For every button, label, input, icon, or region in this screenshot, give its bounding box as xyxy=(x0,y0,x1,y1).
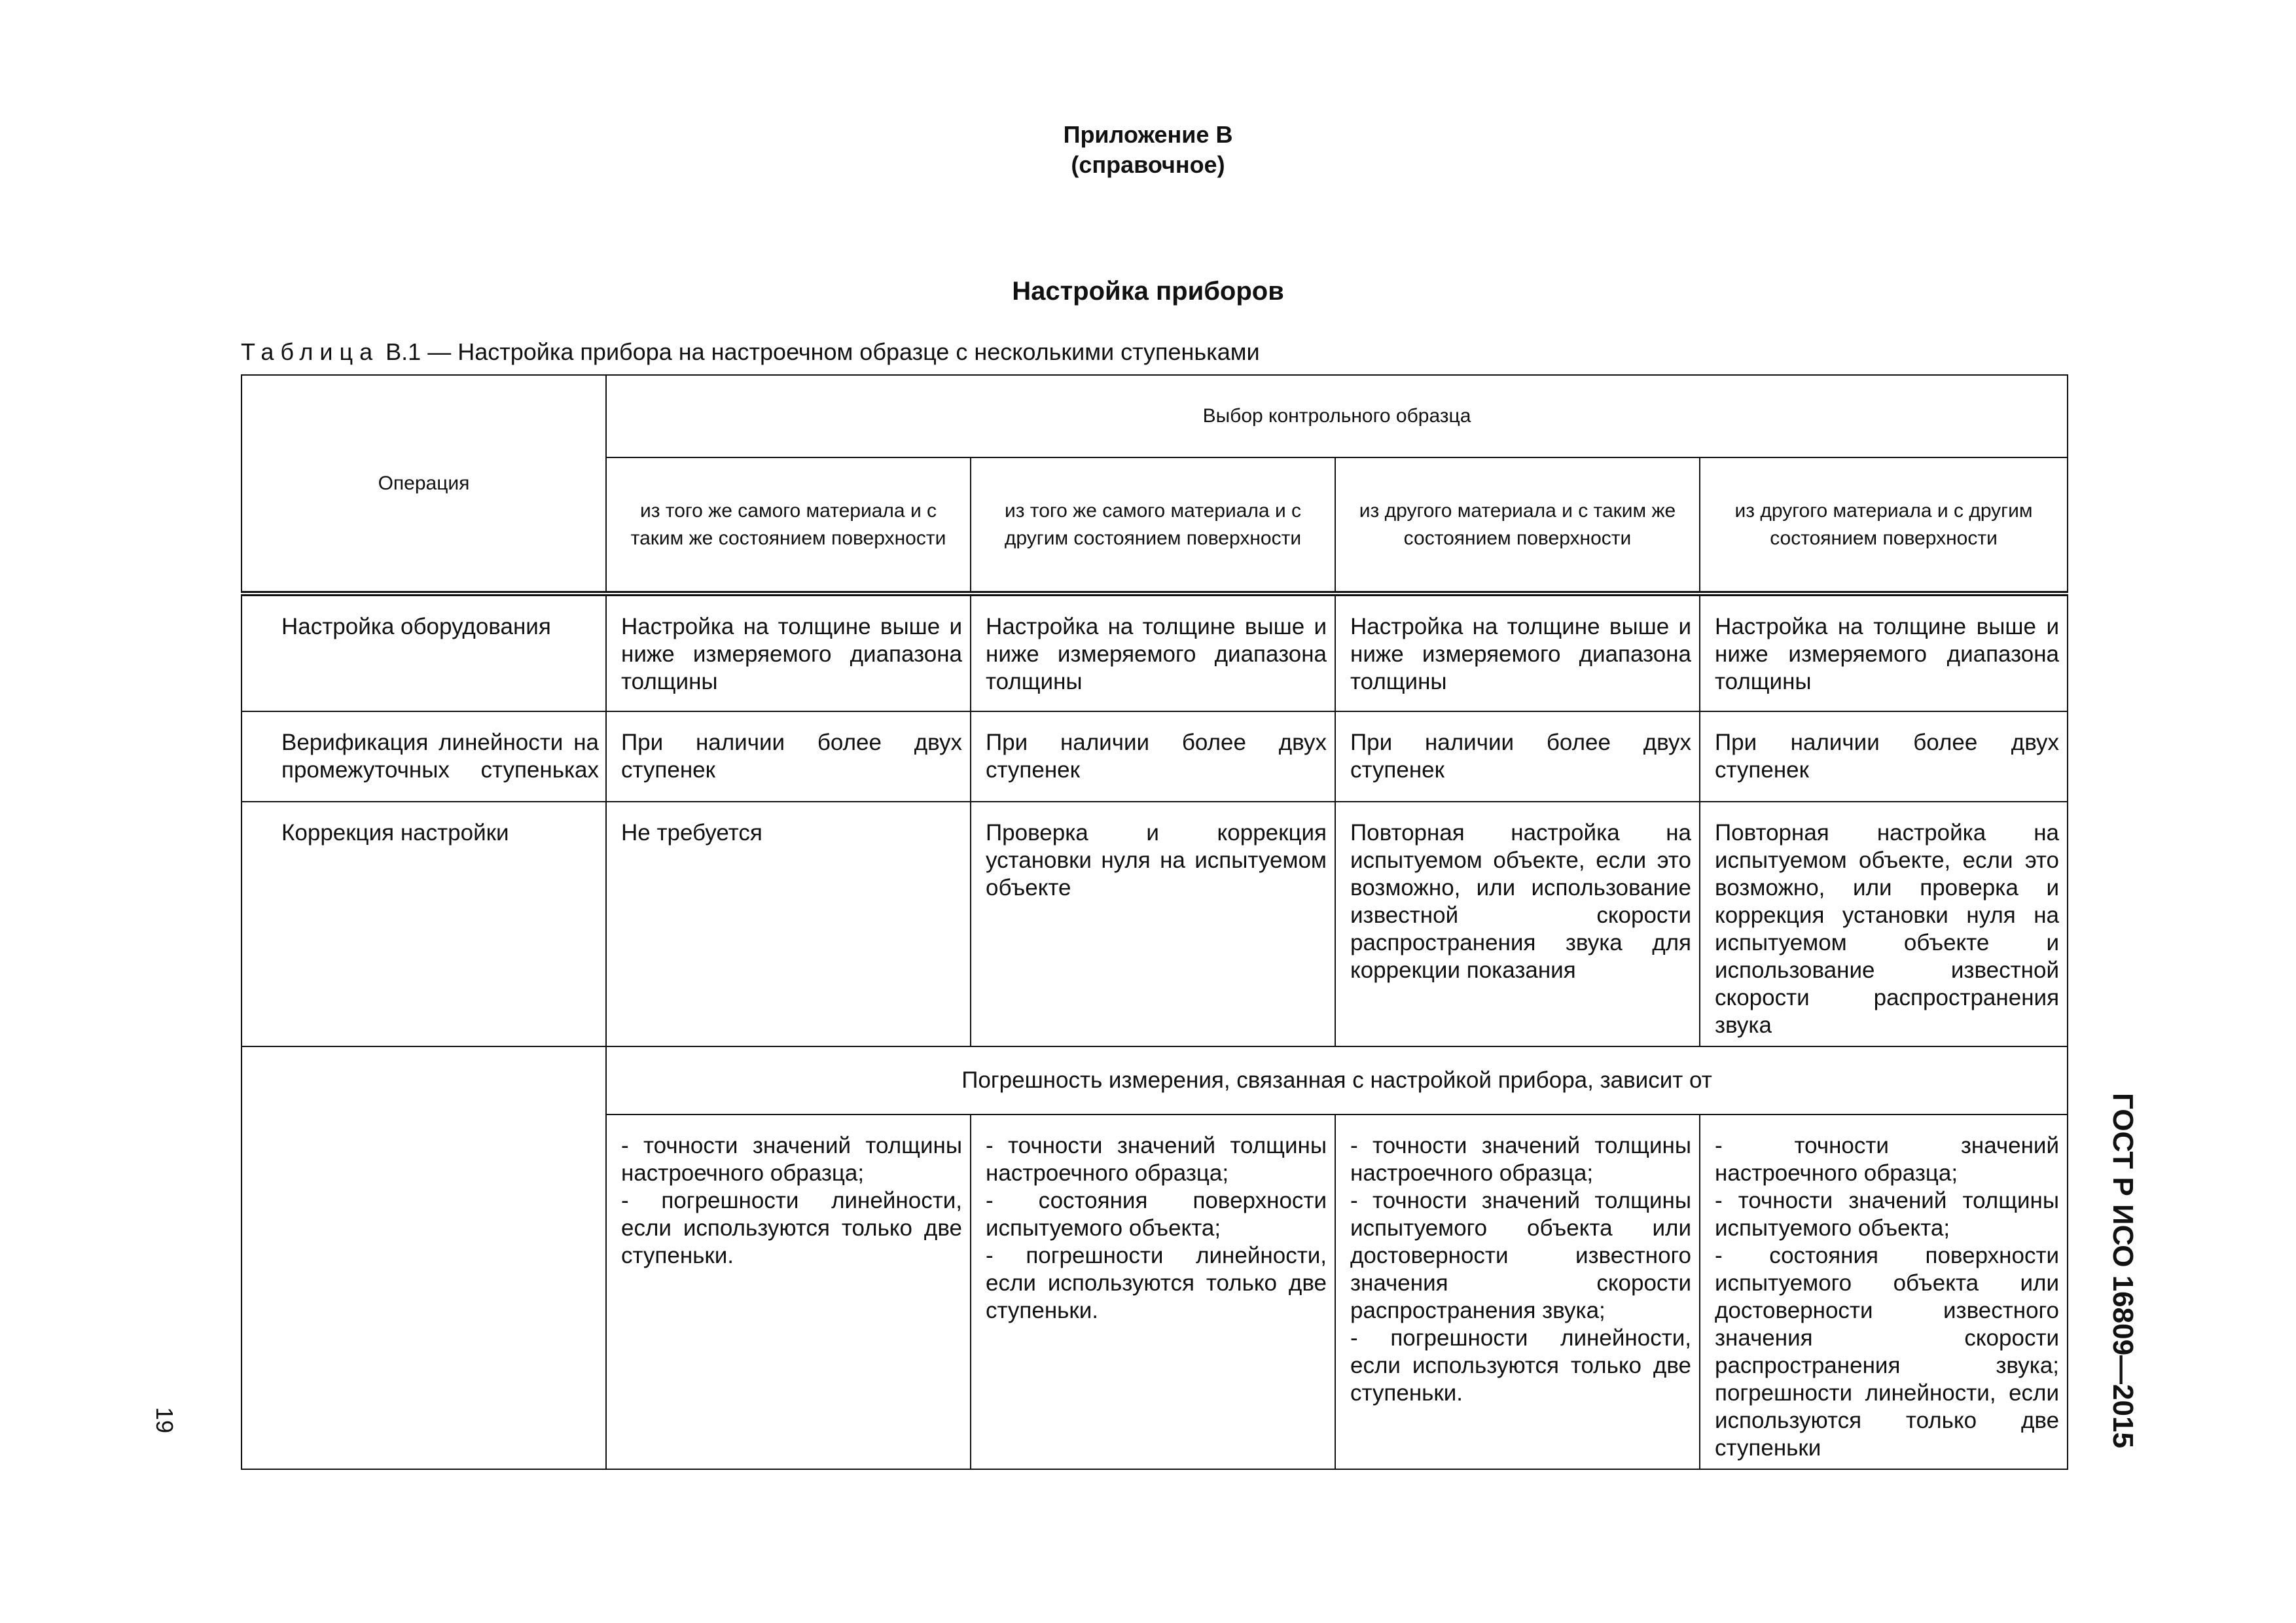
table-row xyxy=(242,594,2068,711)
header-group: Выбор контрольного образца xyxy=(606,375,2068,457)
error-header: Погрешность измерения, связанная с настройкой прибора, зависит от xyxy=(606,1046,2068,1115)
appendix-heading xyxy=(0,120,2296,180)
table-caption-label: Таблица xyxy=(241,338,380,365)
document-code: ГОСТ Р ИСО 16809—2015 xyxy=(2107,1093,2139,1448)
table-cell: При наличии более двух ступенек xyxy=(1700,711,2068,802)
error-cell-4: - точности значений настроечного образца; - точности значений толщины испытуемого объекта; - состояния поверхности испытуемого объекта или достоверности известного значения скорости распространения звука; погрешности линейности, если используются только две ступеньки xyxy=(1700,1115,2068,1469)
table-cell: Проверка и коррекция установки нуля на испытуемом объекте xyxy=(971,802,1335,1046)
table-cell: Повторная настройка на испытуемом объекте, если это возможно, или использование известной скорости распространения звука для коррекции показания xyxy=(1335,802,1700,1046)
section-title: Настройка приборов xyxy=(1012,277,1284,306)
table-cell: При наличии более двух ступенек xyxy=(606,711,971,802)
error-row-operation xyxy=(242,1046,606,1469)
error-cell-3: - точности значений толщины настроечного образца; - точности значений толщины испытуемого объекта или достоверности известного значения скорости распространения звука; - погрешности линейности, если используются только две ступеньки. xyxy=(1335,1115,1700,1469)
header-operation: Операция xyxy=(242,375,606,594)
table-cell: Настройка на толщине выше и ниже измеряемого диапазона толщины xyxy=(971,594,1335,711)
table-row xyxy=(242,802,2068,1046)
table-caption xyxy=(241,338,1260,366)
appendix-label: Приложение В xyxy=(1063,121,1233,148)
header-column-1: из того же самого материала и с таким же состоянием поверхности xyxy=(606,457,971,594)
table-row xyxy=(242,711,2068,802)
page-number: 19 xyxy=(151,1407,178,1434)
header-column-4: из другого материала и с другим состоянием поверхности xyxy=(1700,457,2068,594)
table-cell: Настройка на толщине выше и ниже измеряемого диапазона толщины xyxy=(1335,594,1700,711)
row-operation: Коррекция настройки xyxy=(242,802,606,1046)
table-cell: При наличии более двух ступенек xyxy=(971,711,1335,802)
table-cell: Не требуется xyxy=(606,802,971,1046)
table-cell: При наличии более двух ступенек xyxy=(1335,711,1700,802)
table-cell: Настройка на толщине выше и ниже измеряемого диапазона толщины xyxy=(606,594,971,711)
error-cell-1: - точности значений толщины настроечного образца; - погрешности линейности, если используются только две ступеньки. xyxy=(606,1115,971,1469)
appendix-type: (справочное) xyxy=(1071,151,1225,178)
table-caption-text: В.1 — Настройка прибора на настроечном образце с несколькими ступеньками xyxy=(379,338,1260,365)
table-cell: Настройка на толщине выше и ниже измеряемого диапазона толщины xyxy=(1700,594,2068,711)
header-column-2: из того же самого материала и с другим состоянием поверхности xyxy=(971,457,1335,594)
row-operation: Верификация линейности на промежуточных ступеньках xyxy=(242,711,606,802)
error-cell-2: - точности значений толщины настроечного образца; - состояния поверхности испытуемого объекта; - погрешности линейности, если используются только две ступеньки. xyxy=(971,1115,1335,1469)
settings-table xyxy=(241,374,2068,1470)
table-cell: Повторная настройка на испытуемом объекте, если это возможно, или проверка и коррекция установки нуля на испытуемом объекте и использование известной скорости распространения звука xyxy=(1700,802,2068,1046)
header-column-3: из другого материала и с таким же состоянием поверхности xyxy=(1335,457,1700,594)
row-operation: Настройка оборудования xyxy=(242,594,606,711)
